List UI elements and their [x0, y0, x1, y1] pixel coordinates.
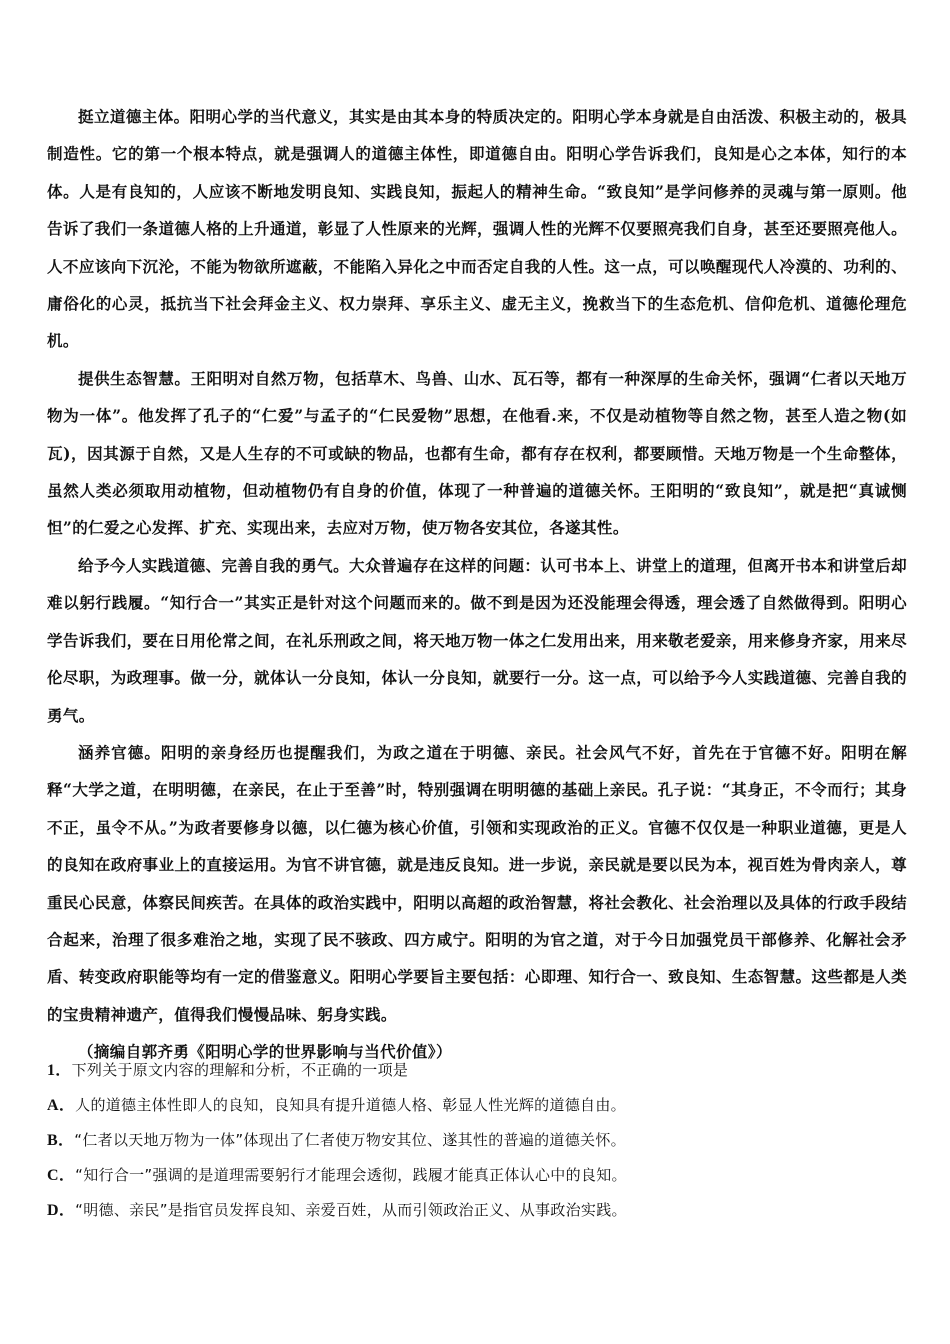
question-text: 下列关于原文内容的理解和分析，不正确的一项是: [71, 1061, 409, 1079]
article-body: [47, 98, 907, 1071]
option-text: “知行合一”强调的是道理需要躬行才能理会透彻，践履才能真正体认心中的良知。: [75, 1166, 627, 1184]
option-b: [47, 1123, 907, 1158]
option-a: [47, 1088, 907, 1123]
option-letter: C．: [47, 1167, 76, 1184]
option-letter: A．: [47, 1097, 76, 1114]
option-text: “明德、亲民”是指官员发挥良知、亲爱百姓，从而引领政治正义、从事政治实践。: [75, 1201, 627, 1219]
option-letter: D．: [47, 1202, 76, 1219]
option-text: “仁者以天地万物为一体”体现出了仁者使万物安其位、遂其性的普遍的道德关怀。: [74, 1131, 626, 1149]
question-1: [47, 1053, 907, 1228]
paragraph-practice-courage: 给予今人实践道德、完善自我的勇气。大众普遍存在这样的问题：认可书本上、讲堂上的道理，但离开书本和讲堂后却难以躬行践履。“知行合一”其实正是针对这个问题而来的。做不到是因为还没能理会得透，理会透了自然做得到。阳明心学告诉我们，要在日用伦常之间，在礼乐刑政之间，将天地万物一体之仁发用出来，用来敬老爱亲，用来修身齐家，用来尽伦尽职，为政理事。做一分，就体认一分良知，体认一分良知，就要行一分。这一点，可以给予今人实践道德、完善自我的勇气。: [47, 555, 907, 725]
option-c: [47, 1158, 907, 1193]
option-letter: B．: [47, 1132, 75, 1149]
question-stem: [47, 1053, 907, 1088]
paragraph-moral-subject: 挺立道德主体。阳明心学的当代意义，其实是由其本身的特质决定的。阳明心学本身就是自由活泼、积极主动的，极具制造性。它的第一个根本特点，就是强调人的道德主体性，即道德自由。阳明心学告诉我们，良知是心之本体，知行的本体。人是有良知的，人应该不断地发明良知、实践良知，振起人的精神生命。“致良知”是学问修养的灵魂与第一原则。他告诉了我们一条道德人格的上升通道，彰显了人性原来的光辉，强调人性的光辉不仅要照亮我们自身，甚至还要照亮他人。人不应该向下沉沦，不能为物欲所遮蔽，不能陷入异化之中而否定自我的人性。这一点，可以唤醒现代人冷漠的、功利的、庸俗化的心灵，抵抗当下社会拜金主义、权力崇拜、享乐主义、虚无主义，挽救当下的生态危机、信仰危机、道德伦理危机。: [47, 107, 907, 351]
paragraph-ecological-wisdom: 提供生态智慧。王阳明对自然万物，包括草木、鸟兽、山水、瓦石等，都有一种深厚的生命关怀，强调“仁者以天地万物为一体”。他发挥了孔子的“仁爱”与孟子的“仁民爱物”思想，在他看.来，不仅是动植物等自然之物，甚至人造之物(如瓦)，因其源于自然，又是人生存的不可或缺的物品，也都有生命，都有存在权利，都要顾惜。天地万物是一个生命整体，虽然人类必须取用动植物，但动植物仍有自身的价值，体现了一种普遍的道德关怀。王阳明的“致良知”，就是把“真诚恻怛”的仁爱之心发挥、扩充、实现出来，去应对万物，使万物各安其位，各遂其性。: [47, 368, 907, 538]
option-d: [47, 1193, 907, 1228]
question-number: 1．: [47, 1062, 72, 1079]
paragraph-official-virtue: 涵养官德。阳明的亲身经历也提醒我们，为政之道在于明德、亲民。社会风气不好，首先在于官德不好。阳明在解释“大学之道，在明明德，在亲民，在止于至善”时，特别强调在明明德的基础上亲民。孔子说：“其身正，不令而行；其身不正，虽令不从。”为政者要修身以德，以仁德为核心价值，引领和实现政治的正义。官德不仅仅是一种职业道德，更是人的良知在政府事业上的直接运用。为官不讲官德，就是违反良知。进一步说，亲民就是要以民为本，视百姓为骨肉亲人，尊重民心民意，体察民间疾苦。在具体的政治实践中，阳明以高超的政治智慧，将社会教化、社会治理以及具体的行政手段结合起来，治理了很多难治之地，实现了民不骇政、四方咸宁。阳明的为官之道，对于今日加强党员干部修养、化解社会矛盾、转变政府职能等均有一定的借鉴意义。阳明心学要旨主要包括：心即理、知行合一、致良知、生态智慧。这些都是人类的宝贵精神遗产，值得我们慢慢品味、躬身实践。: [47, 742, 907, 1024]
option-text: 人的道德主体性即人的良知，良知具有提升道德人格、彰显人性光辉的道德自由。: [75, 1096, 626, 1114]
source-citation: （摘编自郭齐勇《阳明心学的世界影响与当代价值》）: [78, 1042, 452, 1062]
